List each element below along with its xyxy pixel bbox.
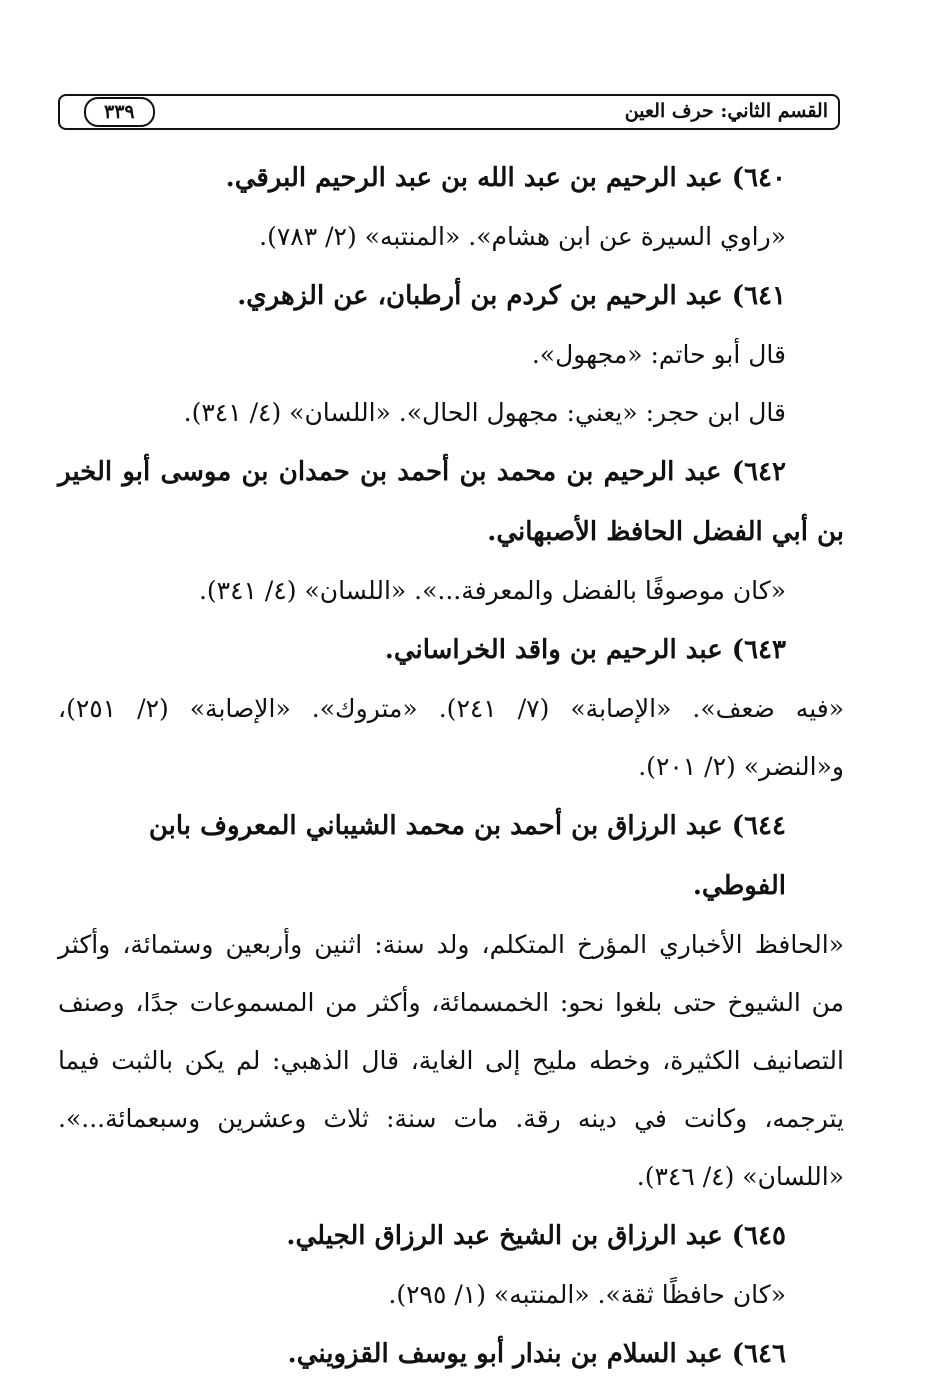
page-header (58, 94, 840, 130)
entry-640-note: «راوي السيرة عن ابن هشام». «المنتبه» (٢/ ٧٨٣). (259, 222, 786, 251)
entry-646-heading: ٦٤٦) عبد السلام بن بندار أبو يوسف القزويني. (287, 1339, 786, 1369)
entry-644-heading: ٦٤٤) عبد الرزاق بن أحمد بن محمد الشيباني المعروف بابن الفوطي. (148, 811, 786, 901)
entry-642-heading: ٦٤٢) عبد الرحيم بن محمد بن أحمد بن حمدان بن موسى أبو الخير بن أبي الفضل الحافظ الأصبهاني. (58, 457, 844, 547)
entry-645-note: «كان حافظًا ثقة». «المنتبه» (١/ ٢٩٥). (388, 1280, 786, 1309)
header-title: القسم الثاني: حرف العين (624, 100, 828, 122)
entry-643-note: «فيه ضعف». «الإصابة» (٧/ ٢٤١). «متروك». «الإصابة» (٢/ ٢٥١)، و«النضر» (٢/ ٢٠١). (58, 694, 844, 781)
entry-645-heading: ٦٤٥) عبد الرزاق بن الشيخ عبد الرزاق الجيلي. (286, 1221, 786, 1251)
entry-642-note: «كان موصوفًا بالفضل والمعرفة...». «اللسان» (٤/ ٣٤١). (198, 576, 786, 605)
entry-640-heading: ٦٤٠) عبد الرحيم بن عبد الله بن عبد الرحيم البرقي. (225, 163, 786, 193)
entry-641-heading: ٦٤١) عبد الرحيم بن كردم بن أرطبان، عن الزهري. (237, 281, 786, 311)
page-number: ٣٣٩ (84, 97, 155, 127)
entry-643-heading: ٦٤٣) عبد الرحيم بن واقد الخراساني. (384, 635, 786, 665)
entry-641-note-2: قال ابن حجر: «يعني: مجهول الحال». «اللسان» (٤/ ٣٤١). (183, 398, 786, 427)
page-content (58, 148, 844, 1384)
entry-644-note: «الحافظ الأخباري المؤرخ المتكلم، ولد سنة: اثنين وأربعين وستمائة، وأكثر من الشيوخ حتى بلغوا نحو: الخمسمائة، وأكثر من المسموعات جدًا، وصنف التصانيف الكثيرة، وخطه مليح إلى الغاية، قال الذهبي: لم يكن بالثبت فيما يترجمه، وكانت في دينه رقة. مات سنة: ثلاث وعشرين وسبعمائة...». «اللسان» (٤/ ٣٤٦). (58, 930, 844, 1191)
entry-641-note-1: قال أبو حاتم: «مجهول». (531, 340, 786, 369)
